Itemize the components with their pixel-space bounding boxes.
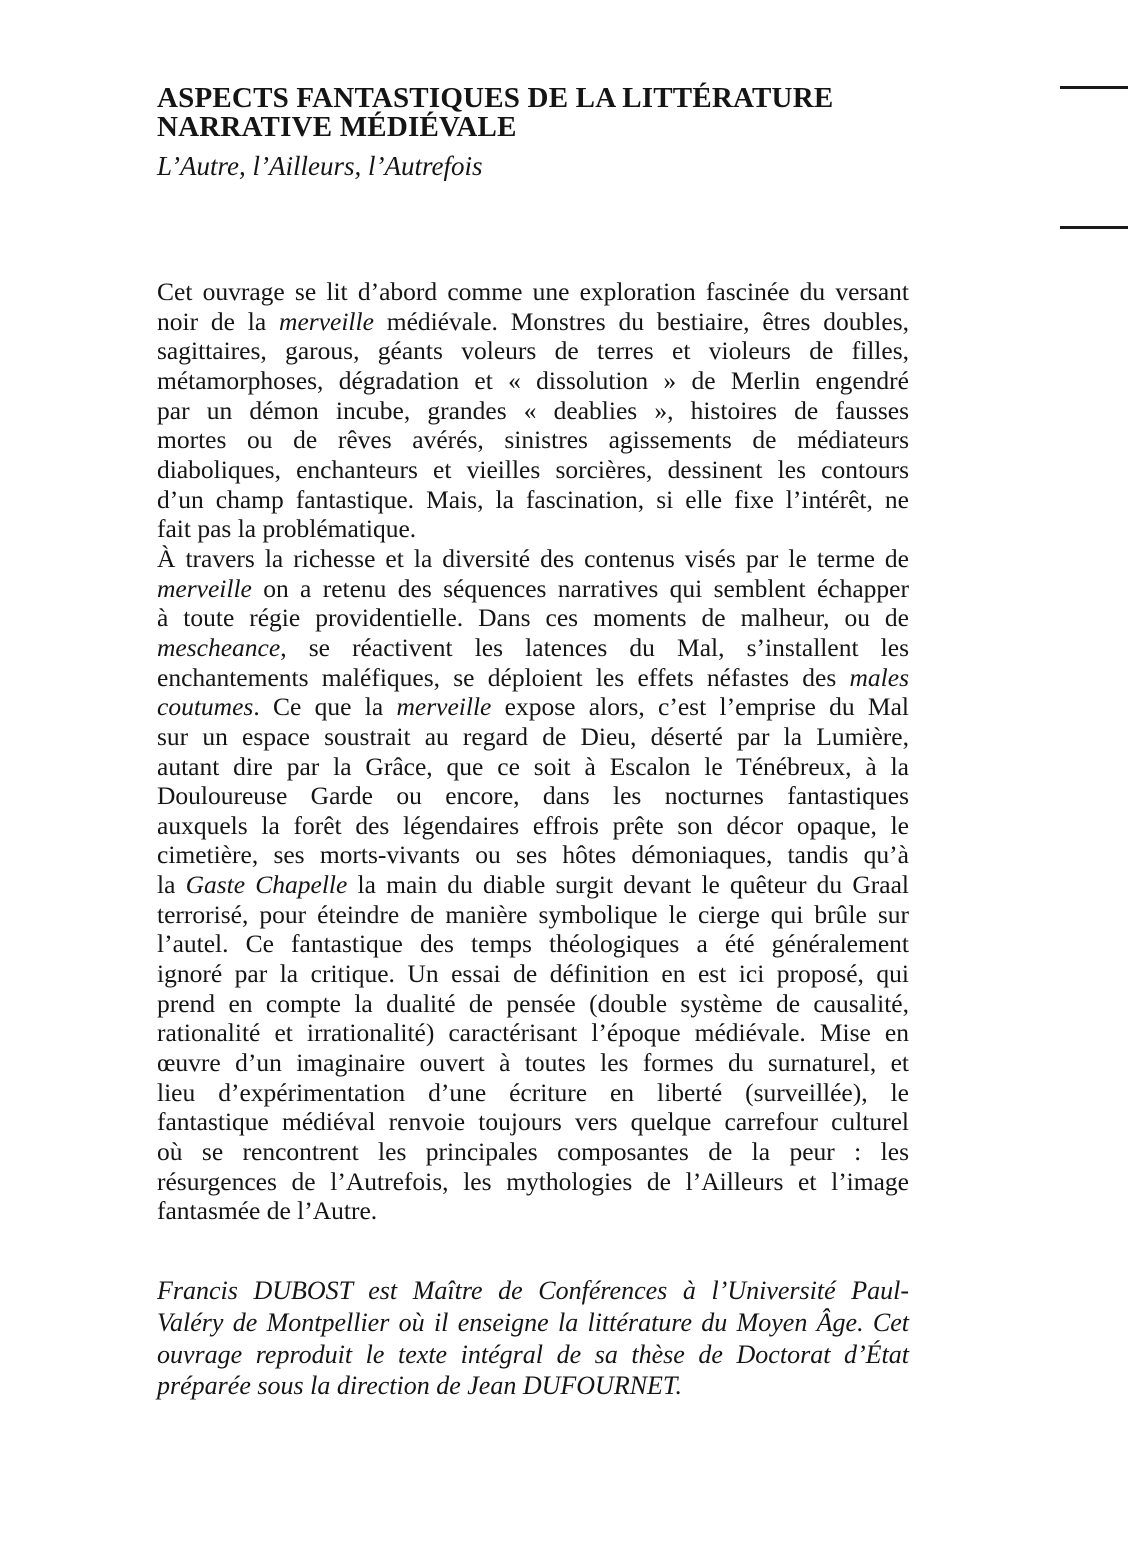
body-line: coutumes. Ce que la merveille expose alors, c’est l’emprise du Mal (157, 692, 909, 722)
body-line: diaboliques, enchanteurs et vieilles sorcières, dessinent les contours (157, 454, 909, 484)
body-line: mescheance, se réactivent les latences du Mal, s’installent les (157, 632, 909, 662)
body-line: autant dire par la Grâce, que ce soit à Escalon le Ténébreux, à la (157, 751, 909, 781)
body-line: résurgences de l’Autrefois, les mythologies de l’Ailleurs et l’image (157, 1166, 909, 1196)
summary-text (157, 277, 909, 1226)
title-block (157, 84, 909, 141)
body-line: prend en compte la dualité de pensée (double système de causalité, (157, 988, 909, 1018)
body-line: fantastique médiéval renvoie toujours vers quelque carrefour culturel (157, 1107, 909, 1137)
body-line: métamorphoses, dégradation et « dissolution » de Merlin engendré (157, 365, 909, 395)
body-line: À travers la richesse et la diversité des contenus visés par le terme de (157, 543, 909, 573)
body-line: rationalité et irrationalité) caractérisant l’époque médiévale. Mise en (157, 1018, 909, 1048)
body-line: Douloureuse Garde ou encore, dans les nocturnes fantastiques (157, 781, 909, 811)
page-subtitle: L’Autre, l’Ailleurs, l’Autrefois (157, 151, 483, 181)
body-line: enchantements maléfiques, se déploient les effets néfastes des males (157, 662, 909, 692)
page-title-line-1: ASPECTS FANTASTIQUES DE LA LITTÉRATURE (157, 82, 834, 114)
registration-mark-second (1060, 226, 1128, 229)
body-line: fait pas la problématique. (157, 514, 417, 544)
body-line: Cet ouvrage se lit d’abord comme une exploration fascinée du versant (157, 277, 909, 306)
body-line: auxquels la forêt des légendaires effrois prête son décor opaque, le (157, 810, 909, 840)
body-line: cimetière, ses morts-vivants ou ses hôtes démoniaques, tandis qu’à (157, 840, 909, 870)
body-line: merveille on a retenu des séquences narratives qui semblent échapper (157, 573, 909, 603)
body-line: par un démon incube, grandes « deablies », histoires de fausses (157, 395, 909, 425)
body-line: fantasmée de l’Autre. (157, 1196, 378, 1226)
bio-line: ouvrage reproduit le texte intégral de sa thèse de Doctorat d’État (157, 1339, 909, 1369)
body-line: terrorisé, pour éteindre de manière symbolique le cierge qui brûle sur (157, 899, 909, 929)
page-title-line-2: NARRATIVE MÉDIÉVALE (157, 110, 517, 143)
body-line: ignoré par la critique. Un essai de définition en est ici proposé, qui (157, 959, 909, 989)
body-line: à toute régie providentielle. Dans ces moments de malheur, ou de (157, 603, 909, 633)
body-line: d’un champ fantastique. Mais, la fascination, si elle fixe l’intérêt, ne (157, 484, 909, 514)
body-line: sur un espace soustrait au regard de Dieu, déserté par la Lumière, (157, 721, 909, 751)
bio-line: Valéry de Montpellier où il enseigne la littérature du Moyen Âge. Cet (157, 1307, 909, 1337)
body-line: mortes ou de rêves avérés, sinistres agissements de médiateurs (157, 425, 909, 455)
body-line: lieu d’expérimentation d’une écriture en liberté (surveillée), le (157, 1077, 909, 1107)
body-line: œuvre d’un imaginaire ouvert à toutes les formes du surnaturel, et (157, 1048, 909, 1078)
body-line: sagittaires, garous, géants voleurs de terres et violeurs de filles, (157, 336, 909, 366)
bio-line: Francis DUBOST est Maître de Conférences à l’Université Paul- (157, 1276, 909, 1305)
body-line: noir de la merveille médiévale. Monstres du bestiaire, êtres doubles, (157, 306, 909, 336)
registration-mark-top (1060, 86, 1128, 89)
author-bio (157, 1275, 909, 1402)
body-line: l’autel. Ce fantastique des temps théologiques a été généralement (157, 929, 909, 959)
bio-line: préparée sous la direction de Jean DUFOURNET. (157, 1371, 682, 1401)
body-line: où se rencontrent les principales composantes de la peur : les (157, 1137, 909, 1167)
body-line: la Gaste Chapelle la main du diable surgit devant le quêteur du Graal (157, 870, 909, 900)
